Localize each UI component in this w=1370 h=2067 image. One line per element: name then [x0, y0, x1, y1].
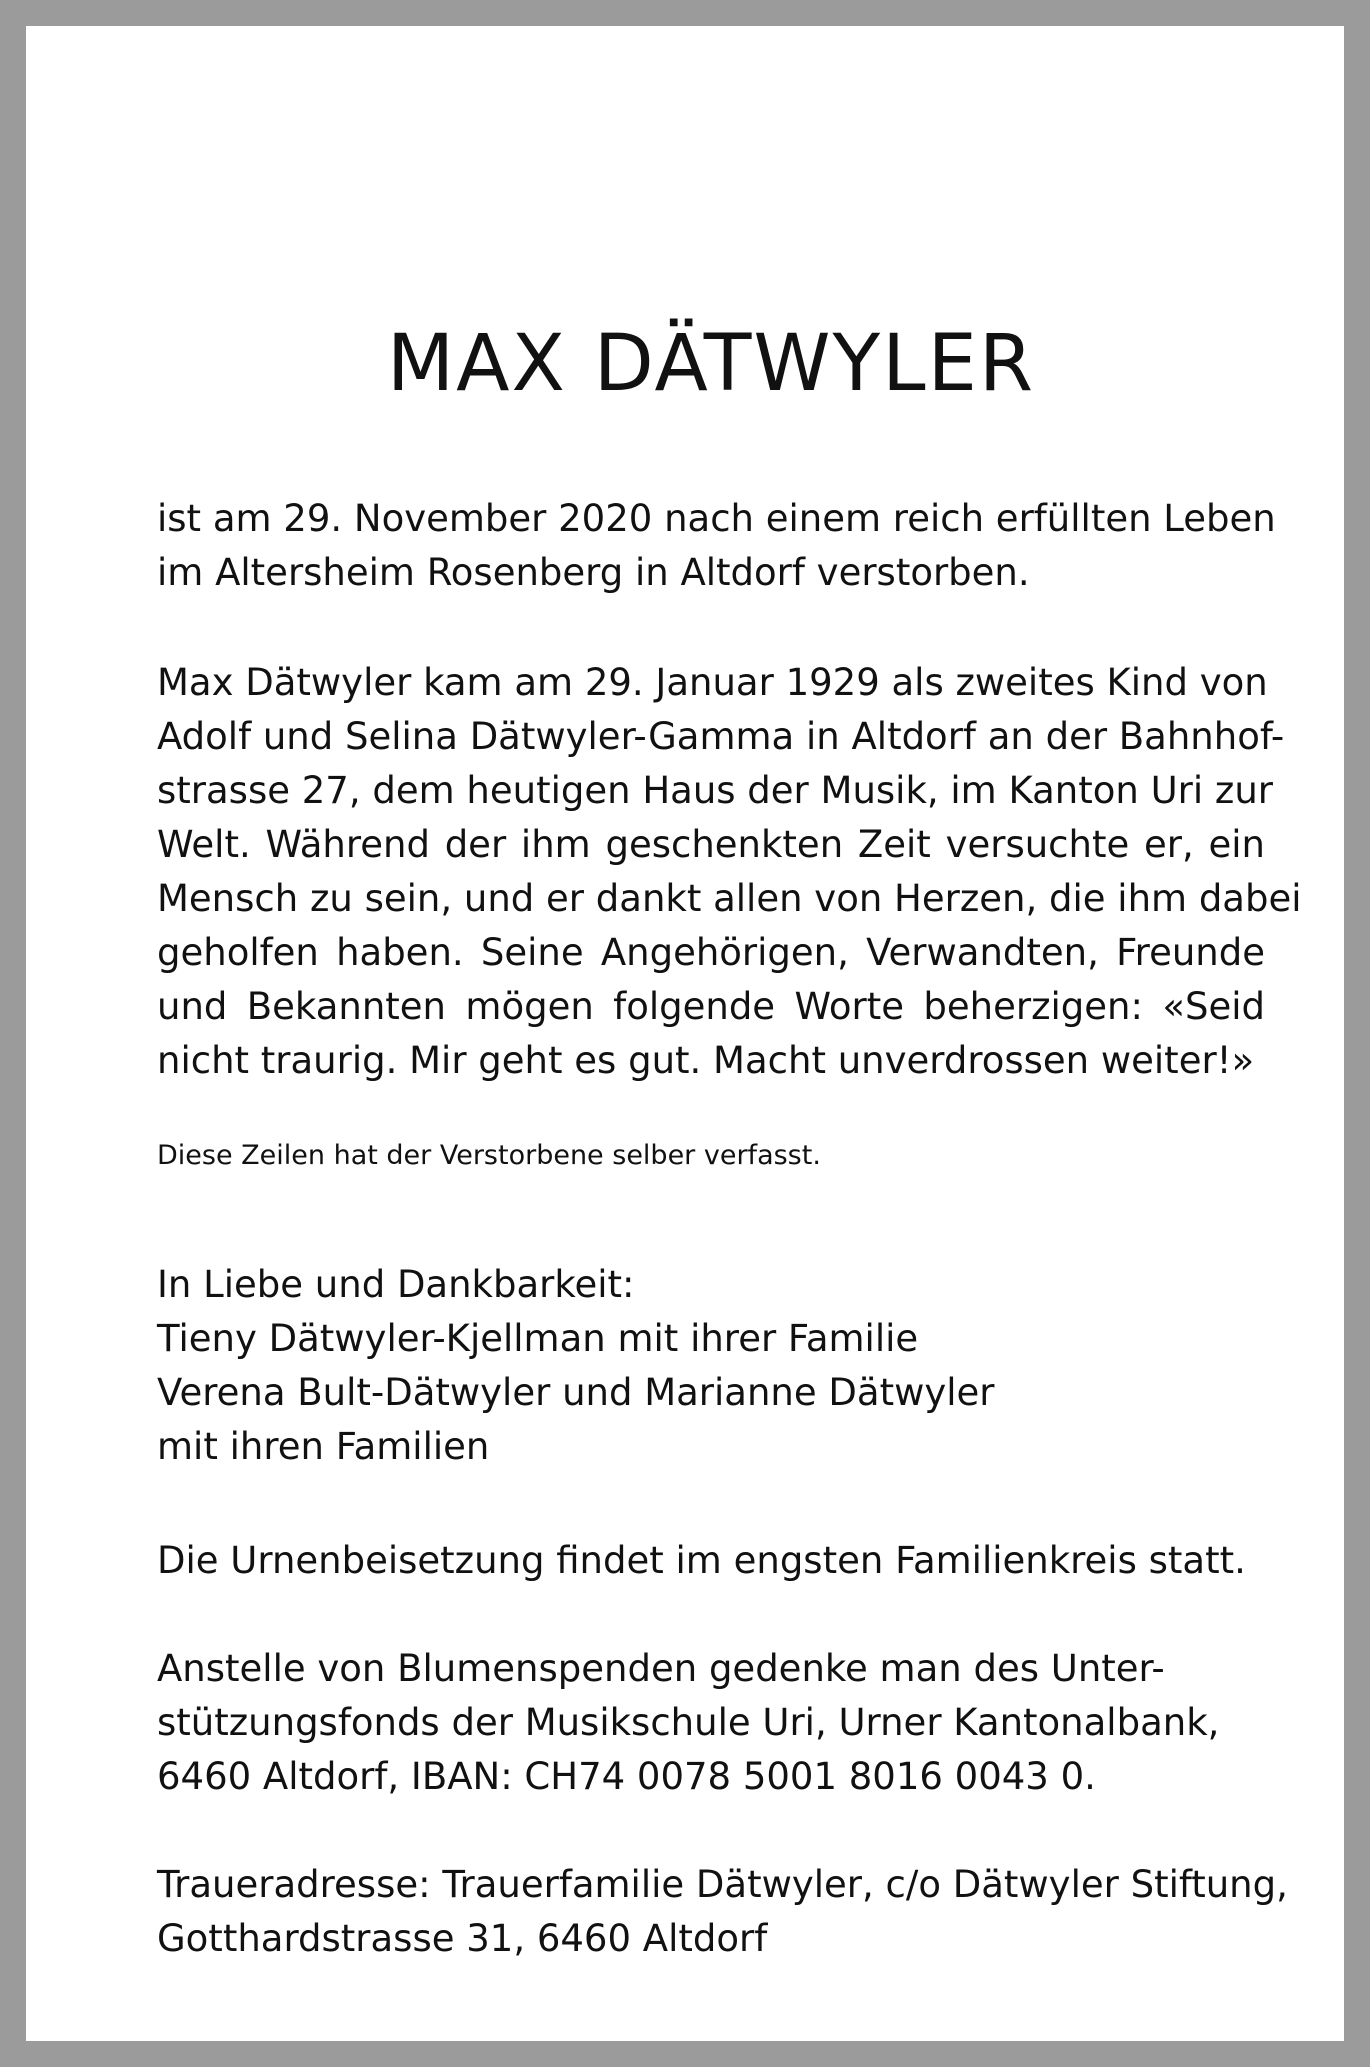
family-line: Tieny Dätwyler-Kjellman mit ihrer Familie: [157, 1317, 919, 1360]
family-signatures: [157, 1258, 1265, 1474]
donation-paragraph: [157, 1642, 1265, 1804]
biography-line: Max Dätwyler kam am 29. Januar 1929 als zweites Kind von: [157, 661, 1268, 704]
intro-line: im Altersheim Rosenberg in Altdorf verstorben.: [157, 551, 1030, 594]
biography-line: nicht traurig. Mir geht es gut. Macht unverdrossen weiter!»: [157, 1039, 1255, 1082]
biography-line: geholfen haben. Seine Angehörigen, Verwandten, Freunde: [157, 931, 1265, 974]
urn-burial-notice: Die Urnenbeisetzung findet im engsten Familienkreis statt.: [157, 1539, 1246, 1582]
authorship-note: Diese Zeilen hat der Verstorbene selber verfasst.: [157, 1140, 821, 1171]
family-line: In Liebe und Dankbarkeit:: [157, 1263, 635, 1306]
biography-line: Welt. Während der ihm geschenkten Zeit versuchte er, ein: [157, 823, 1265, 866]
donation-line: Anstelle von Blumenspenden gedenke man des Unter-: [157, 1647, 1165, 1690]
donation-line: 6460 Altdorf, IBAN: CH74 0078 5001 8016 0043 0.: [157, 1755, 1096, 1798]
family-line: Verena Bult-Dätwyler und Marianne Dätwyler: [157, 1371, 995, 1414]
biography-line: Mensch zu sein, und er dankt allen von Herzen, die ihm dabei: [157, 877, 1302, 920]
donation-line: stützungsfonds der Musikschule Uri, Urner Kantonalbank,: [157, 1701, 1220, 1744]
deceased-name: MAX DÄTWYLER: [386, 319, 1036, 409]
mourning-address: [157, 1858, 1288, 1966]
biography-line: Adolf und Selina Dätwyler-Gamma in Altdorf an der Bahnhof-: [157, 715, 1285, 758]
biography-line: strasse 27, dem heutigen Haus der Musik, im Kanton Uri zur: [157, 769, 1273, 812]
address-line: Gotthardstrasse 31, 6460 Altdorf: [157, 1917, 768, 1960]
intro-paragraph: [157, 492, 1276, 600]
biography-paragraph: [157, 656, 1302, 1088]
biography-line: und Bekannten mögen folgende Worte beherzigen: «Seid: [157, 985, 1265, 1028]
address-line: Traueradresse: Trauerfamilie Dätwyler, c/o Dätwyler Stiftung,: [157, 1863, 1288, 1906]
intro-line: ist am 29. November 2020 nach einem reich erfüllten Leben: [157, 497, 1276, 540]
family-line: mit ihren Familien: [157, 1425, 490, 1468]
